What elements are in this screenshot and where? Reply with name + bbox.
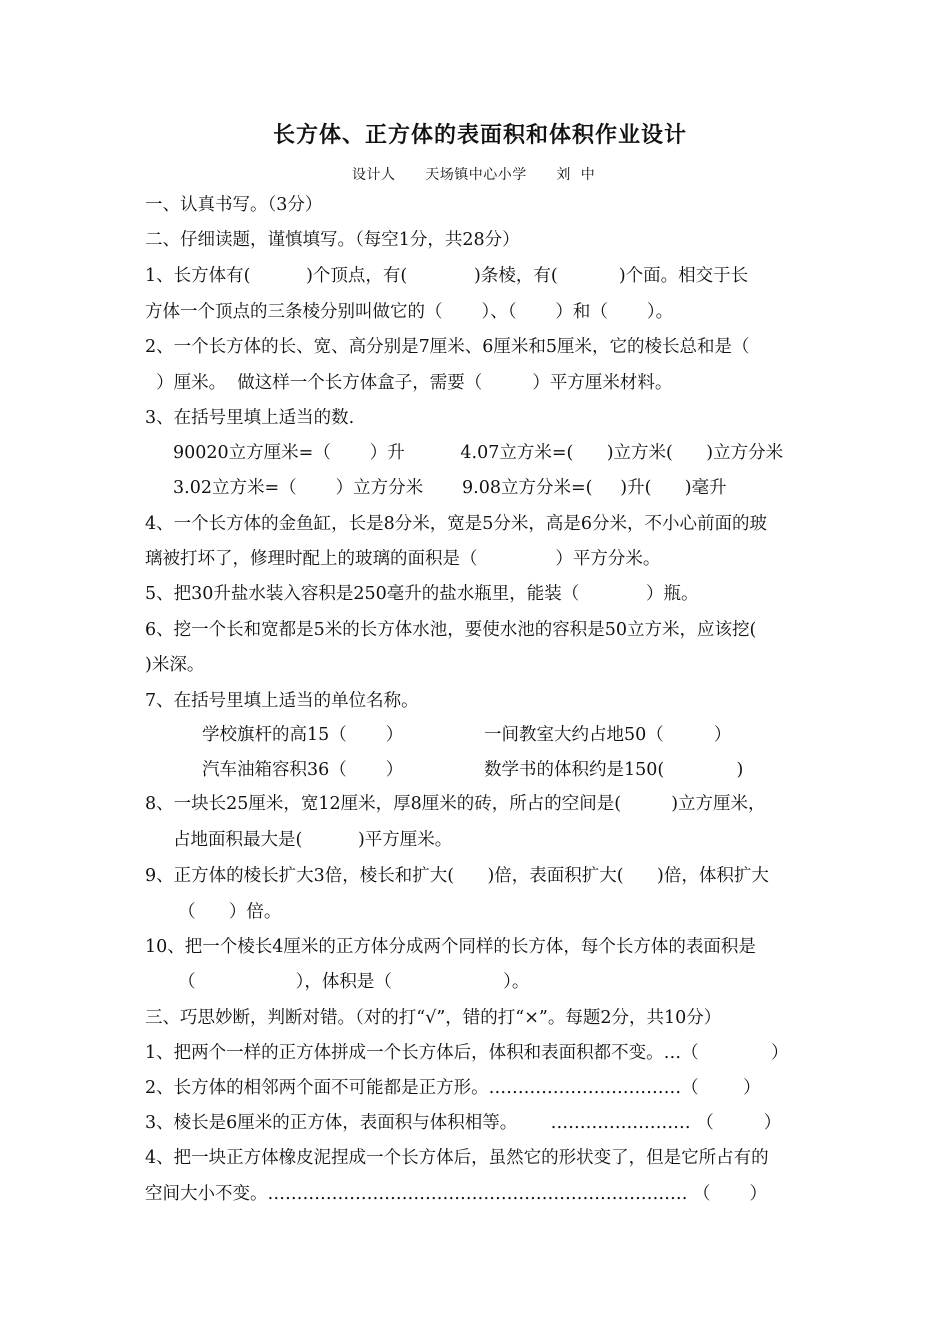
question-3-row-1: 90020立方厘米=（ ）升 4.07立方米=( )立方米( )立方分米 <box>173 443 784 463</box>
judgement-4-line-1: 4、把一块正方体橡皮泥捏成一个长方体后，虽然它的形状变了，但是它所占有的 <box>145 1148 769 1168</box>
question-10-line-1: 10、把一个棱长4厘米的正方体分成两个同样的长方体，每个长方体的表面积是 <box>145 937 756 957</box>
section-1-heading: 一、认真书写。（3分） <box>145 195 323 215</box>
question-7-item-3: 汽车油箱容积36（ ） <box>202 760 404 780</box>
question-2-line-1: 2、一个长方体的长、宽、高分别是7厘米、6厘米和5厘米，它的棱长总和是（ <box>145 337 750 357</box>
question-1-line-1: 1、长方体有( )个顶点，有( )条棱，有( )个面。相交于长 <box>145 266 749 286</box>
judgement-4-line-2: 空间大小不变。……………………………………………………………… （ ） <box>145 1184 768 1204</box>
question-7-item-1: 学校旗杆的高15（ ） <box>202 725 404 745</box>
section-3-heading: 三、巧思妙断，判断对错。（对的打“√”，错的打“×”。每题2分，共10分） <box>145 1008 722 1028</box>
judgement-2: 2、长方体的相邻两个面不可能都是正方形。……………………………（ ） <box>145 1078 761 1098</box>
question-1-line-2: 方体一个顶点的三条棱分别叫做它的（ ）、（ ）和（ ）。 <box>145 302 674 322</box>
question-7-item-4: 数学书的体积约是150( ) <box>484 760 744 780</box>
question-10-line-2: （ ），体积是（ ）。 <box>178 972 530 992</box>
judgement-1: 1、把两个一样的正方体拼成一个长方体后，体积和表面积都不变。…（ ） <box>145 1043 789 1063</box>
question-4-line-2: 璃被打坏了，修理时配上的玻璃的面积是（ ）平方分米。 <box>145 549 661 569</box>
question-5: 5、把30升盐水装入容积是250毫升的盐水瓶里，能装（ ）瓶。 <box>145 584 699 604</box>
page-title: 长方体、正方体的表面积和体积作业设计 <box>272 123 687 148</box>
judgement-3: 3、棱长是6厘米的正方体，表面积与体积相等。 …………………… （ ） <box>145 1113 782 1133</box>
question-7-heading: 7、在括号里填上适当的单位名称。 <box>145 691 419 711</box>
question-2-line-2: ）厘米。 做这样一个长方体盒子，需要（ ）平方厘米材料。 <box>145 373 673 393</box>
question-3-row-2: 3.02立方米=（ ）立方分米 9.08立方分米=( )升( )毫升 <box>173 478 727 498</box>
question-3-heading: 3、在括号里填上适当的数. <box>145 408 355 428</box>
question-6-line-1: 6、挖一个长和宽都是5米的长方体水池，要使水池的容积是50立方米，应该挖( <box>145 620 757 640</box>
question-9-line-1: 9、正方体的棱长扩大3倍，棱长和扩大( )倍，表面积扩大( )倍，体积扩大 <box>145 866 769 886</box>
question-7-item-2: 一间教室大约占地50（ ） <box>484 725 732 745</box>
question-6-line-2: )米深。 <box>145 655 205 675</box>
question-8-line-1: 8、一块长25厘米，宽12厘米，厚8厘米的砖，所占的空间是( )立方厘米， <box>145 794 766 814</box>
question-8-line-2: 占地面积最大是( )平方厘米。 <box>173 830 453 850</box>
section-2-heading: 二、仔细读题，谨慎填写。（每空1分，共28分） <box>145 230 520 250</box>
question-4-line-1: 4、一个长方体的金鱼缸，长是8分米，宽是5分米，高是6分米，不小心前面的玻 <box>145 514 768 534</box>
question-9-line-2: （ ）倍。 <box>178 902 282 922</box>
author-line: 设计人 天场镇中心小学 刘 中 <box>352 167 596 183</box>
